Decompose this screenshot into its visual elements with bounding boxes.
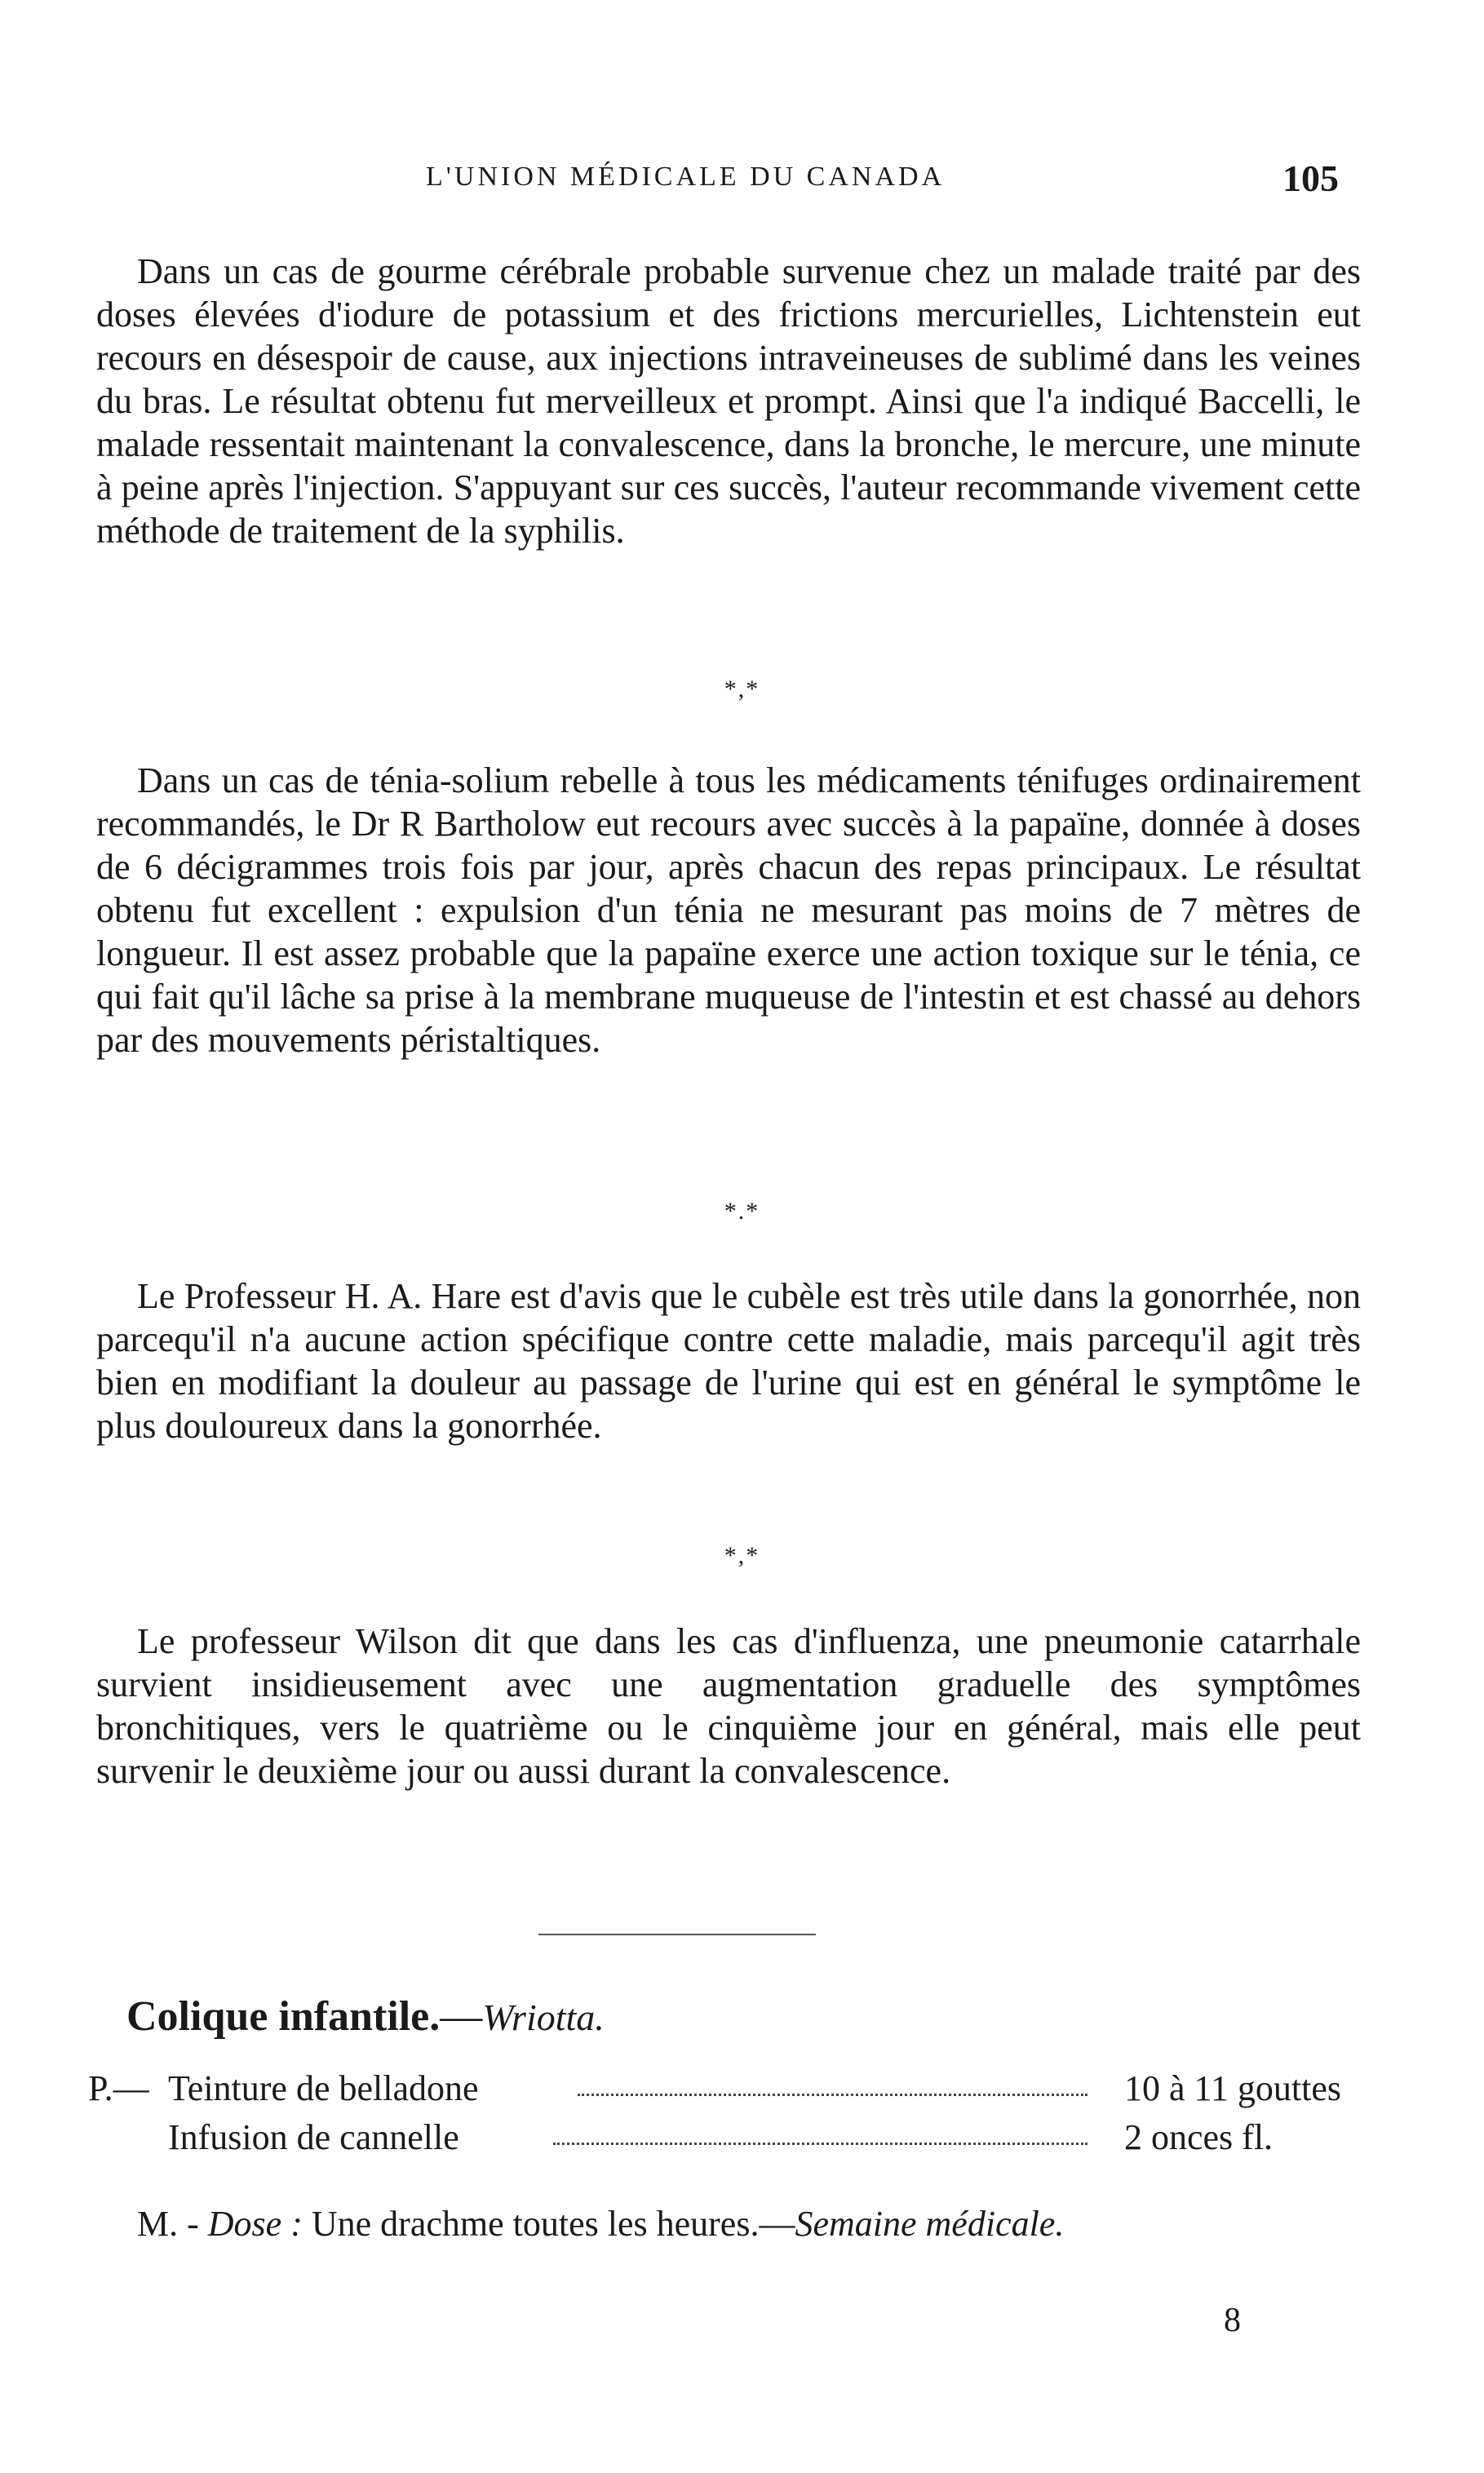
paragraph-bartholow (96, 759, 1361, 1061)
signature-mark: 8 (1224, 2302, 1241, 2339)
recipe-dash: — (440, 1993, 483, 2040)
paragraph-wilson (96, 1620, 1361, 1793)
recipe-title (126, 1992, 605, 2041)
recipe-author: Wriotta. (482, 1997, 605, 2038)
prescription-prefix: P.— (88, 2068, 149, 2108)
ingredient-quantity: 2 onces fl. (1124, 2117, 1274, 2157)
dose-prefix: M. - (137, 2204, 208, 2244)
section-rule (538, 1934, 816, 1935)
page-number: 105 (1282, 157, 1339, 199)
asterism-separator: *.* (724, 1198, 760, 1225)
dose-line (137, 2203, 1064, 2245)
asterism-separator: *,* (724, 1542, 760, 1569)
dose-text: Une drachme toutes les heures.— (302, 2204, 795, 2244)
dose-source: Semaine médicale. (795, 2204, 1065, 2244)
paragraph-text: Dans un cas de ténia-solium rebelle à tous les médicaments ténifuges ordinairement recommandés, le Dr R Bartholow eut recours avec succès à la papaïne, donnée à doses de 6 décigrammes trois fois par jour, après chacun des repas principaux. Le résultat obtenu fut excellent : expulsion d'un ténia ne mesurant pas moins de 7 mètres de longueur. Il est assez probable que la papaïne exerce une action toxique sur le ténia, ce qui fait qu'il lâche sa prise à la membrane muqueuse de l'intestin et est chassé au dehors par des mouvements péristaltiques. (96, 760, 1361, 1060)
dot-leader (553, 2143, 1088, 2145)
ingredient-row (88, 2116, 1361, 2165)
running-head (0, 157, 1484, 211)
ingredient-row (88, 2067, 1361, 2116)
paragraph-text: Le professeur Wilson dit que dans les cas d'influenza, une pneumonie catarrhale survient insidieusement avec une augmentation graduelle des symptômes bronchitiques, vers le quatrième ou le cinquième jour en général, mais elle peut survenir le deuxième jour ou aussi durant la convalescence. (96, 1621, 1361, 1791)
ingredient-name: Teinture de belladone (168, 2068, 479, 2108)
dose-label: Dose : (207, 2204, 303, 2244)
ingredient-quantity: 10 à 11 gouttes (1124, 2068, 1341, 2108)
asterism-separator: *,* (724, 676, 760, 702)
ingredient-name: Infusion de cannelle (168, 2117, 459, 2157)
dot-leader (578, 2094, 1088, 2096)
paragraph-hare (96, 1274, 1361, 1447)
paragraph-lichtenstein (96, 250, 1361, 552)
running-title: L'UNION MÉDICALE DU CANADA (426, 162, 946, 192)
paragraph-text: Dans un cas de gourme cérébrale probable survenue chez un malade traité par des doses élevées d'iodure de potassium et des frictions mercurielles, Lichtenstein eut recours en désespoir de cause, aux injections intraveineuses de sublimé dans les veines du bras. Le résultat obtenu fut merveilleux et prompt. Ainsi que l'a indiqué Baccelli, le malade ressentait maintenant la convalescence, dans la bronche, le mercure, une minute à peine après l'injection. S'appuyant sur ces succès, l'auteur recommande vivement cette méthode de traitement de la syphilis. (96, 251, 1361, 551)
paragraph-text: Le Professeur H. A. Hare est d'avis que le cubèle est très utile dans la gonorrhée, non parcequ'il n'a aucune action spécifique contre cette maladie, mais parcequ'il agit très bien en modifiant la douleur au passage de l'urine qui est en général le symptôme le plus douloureux dans la gonorrhée. (96, 1276, 1361, 1446)
recipe-heading: Colique infantile. (126, 1993, 441, 2040)
